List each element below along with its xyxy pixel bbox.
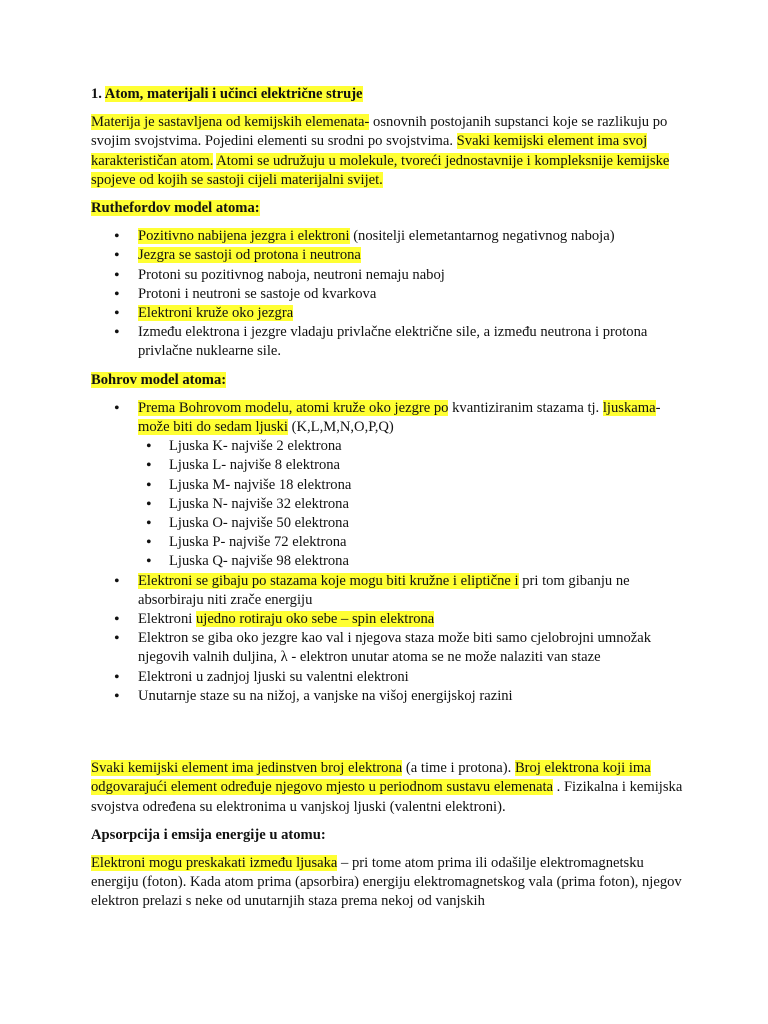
list-item	[91, 668, 691, 687]
list-item-highlight: Jezgra se sastoji od protona i neutrona	[138, 247, 361, 264]
list-item	[91, 304, 691, 323]
intro-text-1: osnovnih postojanih supstanci koje se razlikuju po svojim svojstvima. Pojedini elementi su srodni po svojstvima.	[91, 114, 668, 150]
list-item	[91, 572, 691, 610]
paragraph-text: – pri tome atom prima ili odašilje elektromagnetsku energiju (foton). Kada atom prima (apsorbira) energiju elektromagnetskog vala (prima foton), njegov elektron prelazi s neke od unutarnjih staza prema nekoj od vanjskih	[91, 854, 682, 910]
intro-highlight-1: Materija je sastavljena od kemijskih elemenata-	[91, 114, 370, 131]
intro-highlight-3: Atomi se udružuju u molekule, tvoreći jednostavnije i kompleksnije kemijske spojeve od kojih se sastoji cijeli materijalni svijet.	[91, 152, 670, 188]
rutherford-heading	[91, 199, 691, 218]
list-item-highlight: Elektroni se gibaju po stazama koje mogu biti kružne i eliptične i	[138, 572, 519, 589]
section-title-text: Atom, materijali i učinci električne struje	[104, 86, 363, 102]
list-item	[91, 399, 691, 572]
blank-space	[91, 706, 691, 759]
list-item	[91, 227, 691, 246]
list-item-text: Elektroni	[138, 611, 196, 628]
list-item-text: Između elektrona i jezgre vladaju privlačne električne sile, a između neutrona i protona privlačne nuklearne sile.	[138, 324, 648, 360]
shell-item: • Ljuska P- najviše 72 elektrona	[121, 533, 691, 552]
list-item-text: pri tom gibanju ne absorbiraju niti zrače energiju	[138, 572, 630, 608]
list-item-text: Elektroni u zadnjoj ljuski su valentni elektroni	[138, 668, 409, 685]
paragraph-highlight: Svaki kemijski element ima jedinstven broj elektrona	[91, 760, 403, 777]
document-body	[91, 85, 691, 912]
list-item	[91, 323, 691, 361]
shell-item: • Ljuska O- najviše 50 elektrona	[121, 514, 691, 533]
rutherford-heading-text: Ruthefordov model atoma:	[91, 200, 260, 217]
list-item	[91, 687, 691, 706]
list-item-highlight: može biti do sedam ljuski	[138, 419, 288, 436]
paragraph-highlight: Broj elektrona koji ima odgovarajući element određuje njegovo mjesto u periodnom sustavu elemenata	[91, 760, 651, 796]
list-item-text: Elektron se giba oko jezgre kao val i njegova staza može biti samo cjelobrojni umnožak njegovih valnih duljina, λ - elektron unutar atoma se ne može nalaziti van staze	[138, 630, 652, 666]
list-item-highlight: ujedno rotiraju oko sebe – spin elektrona	[195, 611, 435, 628]
shell-item: • Ljuska K- najviše 2 elektrona	[121, 437, 691, 456]
shell-item: • Ljuska N- najviše 32 elektrona	[121, 495, 691, 514]
paragraph-highlight: Elektroni mogu preskakati između ljusaka	[91, 854, 338, 871]
list-item	[91, 266, 691, 285]
bohr-heading	[91, 371, 691, 390]
bohr-list	[91, 399, 691, 706]
list-item-text: (K,L,M,N,O,P,Q)	[287, 419, 394, 436]
list-item-text: kvantiziranim stazama tj.	[448, 399, 603, 416]
element-paragraph	[91, 759, 691, 817]
list-item	[91, 629, 691, 667]
absorption-heading: Apsorpcija i emsija energije u atomu:	[91, 826, 326, 843]
list-item-highlight: ljuskama	[602, 399, 656, 416]
bohr-heading-text: Bohrov model atoma:	[91, 371, 227, 388]
list-item	[91, 610, 691, 629]
list-item-highlight: Elektroni kruže oko jezgra	[138, 305, 294, 322]
shell-item: • Ljuska L- najviše 8 elektrona	[121, 456, 691, 475]
section-title	[91, 85, 691, 104]
list-item-text: Protoni i neutroni se sastoje od kvarkova	[138, 285, 377, 302]
list-item	[91, 246, 691, 265]
list-item-text: Protoni su pozitivnog naboja, neutroni nemaju naboj	[138, 266, 445, 283]
rutherford-list	[91, 227, 691, 361]
absorption-paragraph	[91, 854, 691, 912]
section-number: 1.	[91, 86, 105, 102]
list-item-text: (nositelji elemetantarnog negativnog naboja)	[349, 228, 615, 245]
intro-paragraph	[91, 113, 691, 190]
list-item-highlight: Prema Bohrovom modelu, atomi kruže oko jezgre po	[138, 399, 449, 416]
shell-list	[121, 437, 691, 571]
paragraph-text: . Fizikalna i kemijska svojstva određena su elektronima u vanjskoj ljuski (valentni elektroni).	[91, 779, 683, 815]
intro-highlight-2: Svaki kemijski element ima svoj karakterističan atom.	[91, 133, 648, 169]
list-item	[91, 285, 691, 304]
shell-item: • Ljuska M- najviše 18 elektrona	[121, 476, 691, 495]
list-item-highlight: Pozitivno nabijena jezgra i elektroni	[138, 228, 350, 245]
paragraph-text: (a time i protona).	[402, 760, 515, 777]
shell-item: • Ljuska Q- najviše 98 elektrona	[121, 552, 691, 571]
list-item-text: -	[655, 399, 661, 416]
list-item-text: Unutarnje staze su na nižoj, a vanjske na višoj energijskoj razini	[138, 687, 513, 704]
